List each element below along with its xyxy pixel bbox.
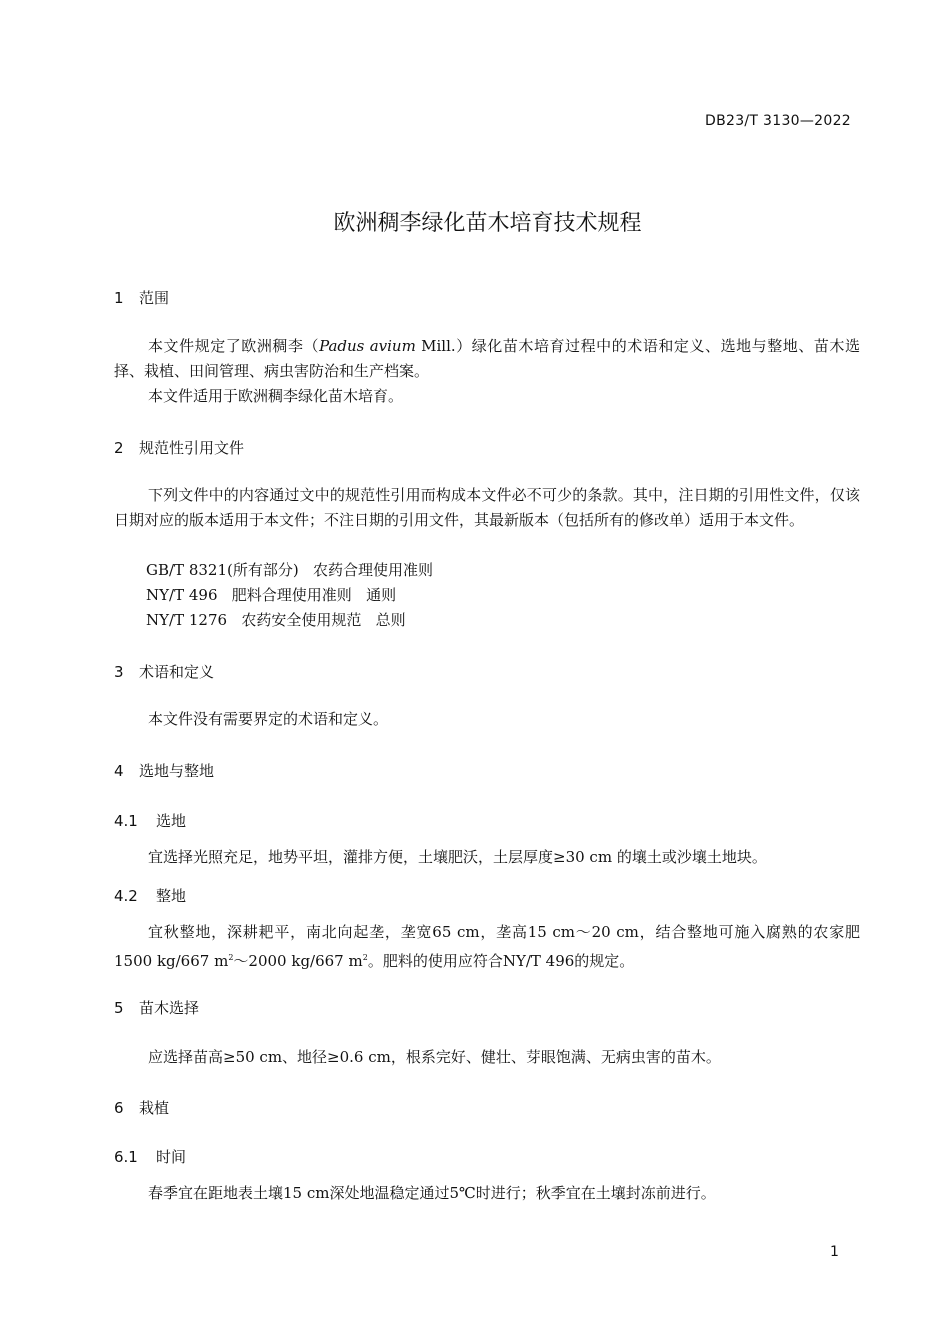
subsection-number: 4.2	[114, 887, 138, 905]
section-number: 3	[114, 663, 124, 681]
superscript: 2	[362, 953, 368, 962]
section-title: 范围	[139, 289, 170, 307]
section-4-heading	[114, 760, 214, 781]
section-3-paragraph-1: 本文件没有需要界定的术语和定义。	[148, 710, 389, 728]
subsection-number: 6.1	[114, 1148, 138, 1166]
section-1-paragraph-1	[114, 334, 860, 384]
section-5-paragraph-1: 应选择苗高≥50 cm、地径≥0.6 cm，根系完好、健壮、芽眼饱满、无病虫害的苗木。	[148, 1048, 721, 1066]
reference-item: NY/T 496 肥料合理使用准则 通则	[146, 586, 397, 604]
section-title: 规范性引用文件	[139, 439, 245, 457]
section-number: 4	[114, 762, 124, 780]
section-1-paragraph-2: 本文件适用于欧洲稠李绿化苗木培育。	[148, 387, 404, 405]
section-6-1-heading	[114, 1146, 186, 1167]
section-title: 术语和定义	[139, 663, 215, 681]
standard-code: DB23/T 3130—2022	[705, 113, 851, 129]
section-4-2-paragraph	[114, 920, 860, 974]
section-4-1-heading	[114, 810, 186, 831]
section-title: 栽植	[139, 1099, 170, 1117]
subsection-title: 时间	[156, 1148, 187, 1166]
section-number: 6	[114, 1099, 124, 1117]
text-run: Mill.）绿化苗木培育过程中的术语和定义、选地与整地、苗木选择、栽植、田间管理、病虫害防治和生产档案。	[114, 337, 860, 380]
section-2-heading	[114, 437, 244, 458]
subsection-title: 整地	[156, 887, 187, 905]
section-number: 2	[114, 439, 124, 457]
section-5-heading	[114, 997, 199, 1018]
section-4-2-heading	[114, 885, 186, 906]
text-run: 。肥料的使用应符合NY/T 496的规定。	[367, 952, 635, 970]
section-number: 5	[114, 999, 124, 1017]
text-run: 宜秋整地，深耕耙平，南北向起垄，垄宽65 cm，垄高15 cm～20 cm，结合整地可施入腐熟的农家肥1500 kg/667 m	[114, 923, 860, 970]
subsection-number: 4.1	[114, 812, 138, 830]
text-run: 本文件规定了欧洲稠李（	[148, 337, 320, 355]
section-title: 苗木选择	[139, 999, 200, 1017]
section-2-paragraph-1: 下列文件中的内容通过文中的规范性引用而构成本文件必不可少的条款。其中，注日期的引用性文件，仅该日期对应的版本适用于本文件；不注日期的引用文件，其最新版本（包括所有的修改单）适用于本文件。	[114, 486, 860, 529]
section-title: 选地与整地	[139, 762, 215, 780]
section-number: 1	[114, 289, 124, 307]
document-title: 欧洲稠李绿化苗木培育技术规程	[333, 211, 642, 236]
section-6-1-paragraph: 春季宜在距地表土壤15 cm深处地温稳定通过5℃时进行；秋季宜在土壤封冻前进行。	[148, 1184, 716, 1202]
page-number: 1	[830, 1244, 839, 1260]
superscript: 2	[228, 953, 234, 962]
latin-name: Padus avium	[319, 337, 416, 355]
section-6-heading	[114, 1097, 169, 1118]
reference-item: GB/T 8321(所有部分) 农药合理使用准则	[146, 561, 434, 579]
section-1-heading	[114, 287, 169, 308]
section-3-heading	[114, 661, 214, 682]
text-run: ～2000 kg/667 m	[233, 952, 363, 970]
section-4-1-paragraph: 宜选择光照充足，地势平坦，灌排方便，土壤肥沃，土层厚度≥30 cm 的壤土或沙壤土地块。	[148, 848, 767, 866]
subsection-title: 选地	[156, 812, 187, 830]
reference-item: NY/T 1276 农药安全使用规范 总则	[146, 611, 406, 629]
